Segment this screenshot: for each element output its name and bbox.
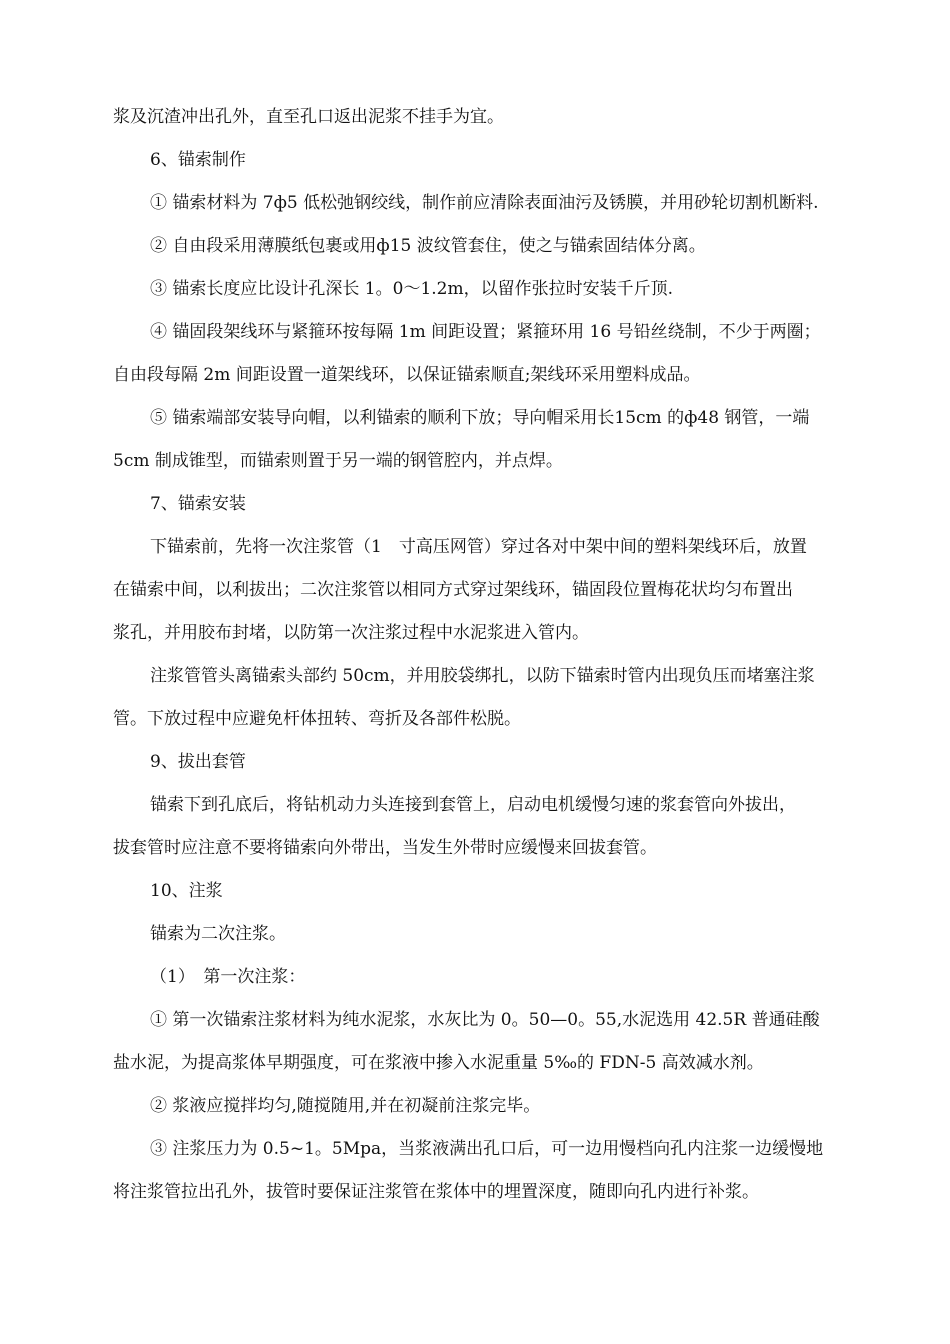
text-line: ① 第一次锚索注浆材料为纯水泥浆，水灰比为 0。50—0。55,水泥选用 42.5R 普通硅酸 bbox=[150, 1010, 820, 1030]
text-line: 锚索下到孔底后，将钻机动力头连接到套管上，启动电机缓慢匀速的浆套管向外拔出， bbox=[150, 795, 796, 815]
text-line: 浆及沉渣冲出孔外，直至孔口返出泥浆不挂手为宜。 bbox=[113, 107, 504, 127]
text-line: 下锚索前，先将一次注浆管（1 寸高压网管）穿过各对中架中间的塑料架线环后，放置 bbox=[150, 537, 807, 557]
text-line: 拔套管时应注意不要将锚索向外带出，当发生外带时应缓慢来回拔套管。 bbox=[113, 838, 657, 858]
section-heading: 7、锚索安装 bbox=[150, 494, 246, 514]
text-line: 自由段每隔 2m 间距设置一道架线环，以保证锚索顺直;架线环采用塑料成品。 bbox=[113, 365, 701, 385]
text-line: 浆孔，并用胶布封堵，以防第一次注浆过程中水泥浆进入管内。 bbox=[113, 623, 589, 643]
text-line: ④ 锚固段架线环与紧箍环按每隔 1m 间距设置；紧箍环用 16 号铅丝绕制，不少于两圈； bbox=[150, 322, 821, 342]
text-line: 注浆管管头离锚索头部约 50cm，并用胶袋绑扎，以防下锚索时管内出现负压而堵塞注浆 bbox=[150, 666, 815, 686]
text-line: 盐水泥，为提高浆体早期强度，可在浆液中掺入水泥重量 5‰的 FDN-5 高效减水剂。 bbox=[113, 1053, 764, 1073]
section-heading: 6、锚索制作 bbox=[150, 150, 246, 170]
text-line: ③ 注浆压力为 0.5~1。5Mpa，当浆液满出孔口后，可一边用慢档向孔内注浆一边缓慢地 bbox=[150, 1139, 824, 1159]
text-line: 在锚索中间，以利拔出；二次注浆管以相同方式穿过架线环，锚固段位置梅花状均匀布置出 bbox=[113, 580, 793, 600]
text-line: ② 浆液应搅拌均匀,随搅随用,并在初凝前注浆完毕。 bbox=[150, 1096, 541, 1116]
text-line: 5cm 制成锥型，而锚索则置于另一端的钢管腔内，并点焊。 bbox=[113, 451, 563, 471]
text-line: 锚索为二次注浆。 bbox=[150, 924, 286, 944]
text-line: ③ 锚索长度应比设计孔深长 1。0～1.2m，以留作张拉时安装千斤顶. bbox=[150, 279, 673, 299]
text-line: 将注浆管拉出孔外，拔管时要保证注浆管在浆体中的埋置深度，随即向孔内进行补浆。 bbox=[113, 1182, 759, 1202]
text-line: ⑤ 锚索端部安装导向帽，以利锚索的顺利下放；导向帽采用长15cm 的ф48 钢管，一端 bbox=[150, 408, 810, 428]
subsection-heading: （1） 第一次注浆： bbox=[150, 967, 306, 987]
section-heading: 9、拔出套管 bbox=[150, 752, 246, 772]
section-heading: 10、注浆 bbox=[150, 881, 223, 901]
text-line: 管。下放过程中应避免杆体扭转、弯折及各部件松脱。 bbox=[113, 709, 521, 729]
text-line: ② 自由段采用薄膜纸包裹或用ф15 波纹管套住，使之与锚索固结体分离。 bbox=[150, 236, 706, 256]
text-line: ① 锚索材料为 7ф5 低松弛钢绞线，制作前应清除表面油污及锈膜，并用砂轮切割机断料. bbox=[150, 193, 819, 213]
